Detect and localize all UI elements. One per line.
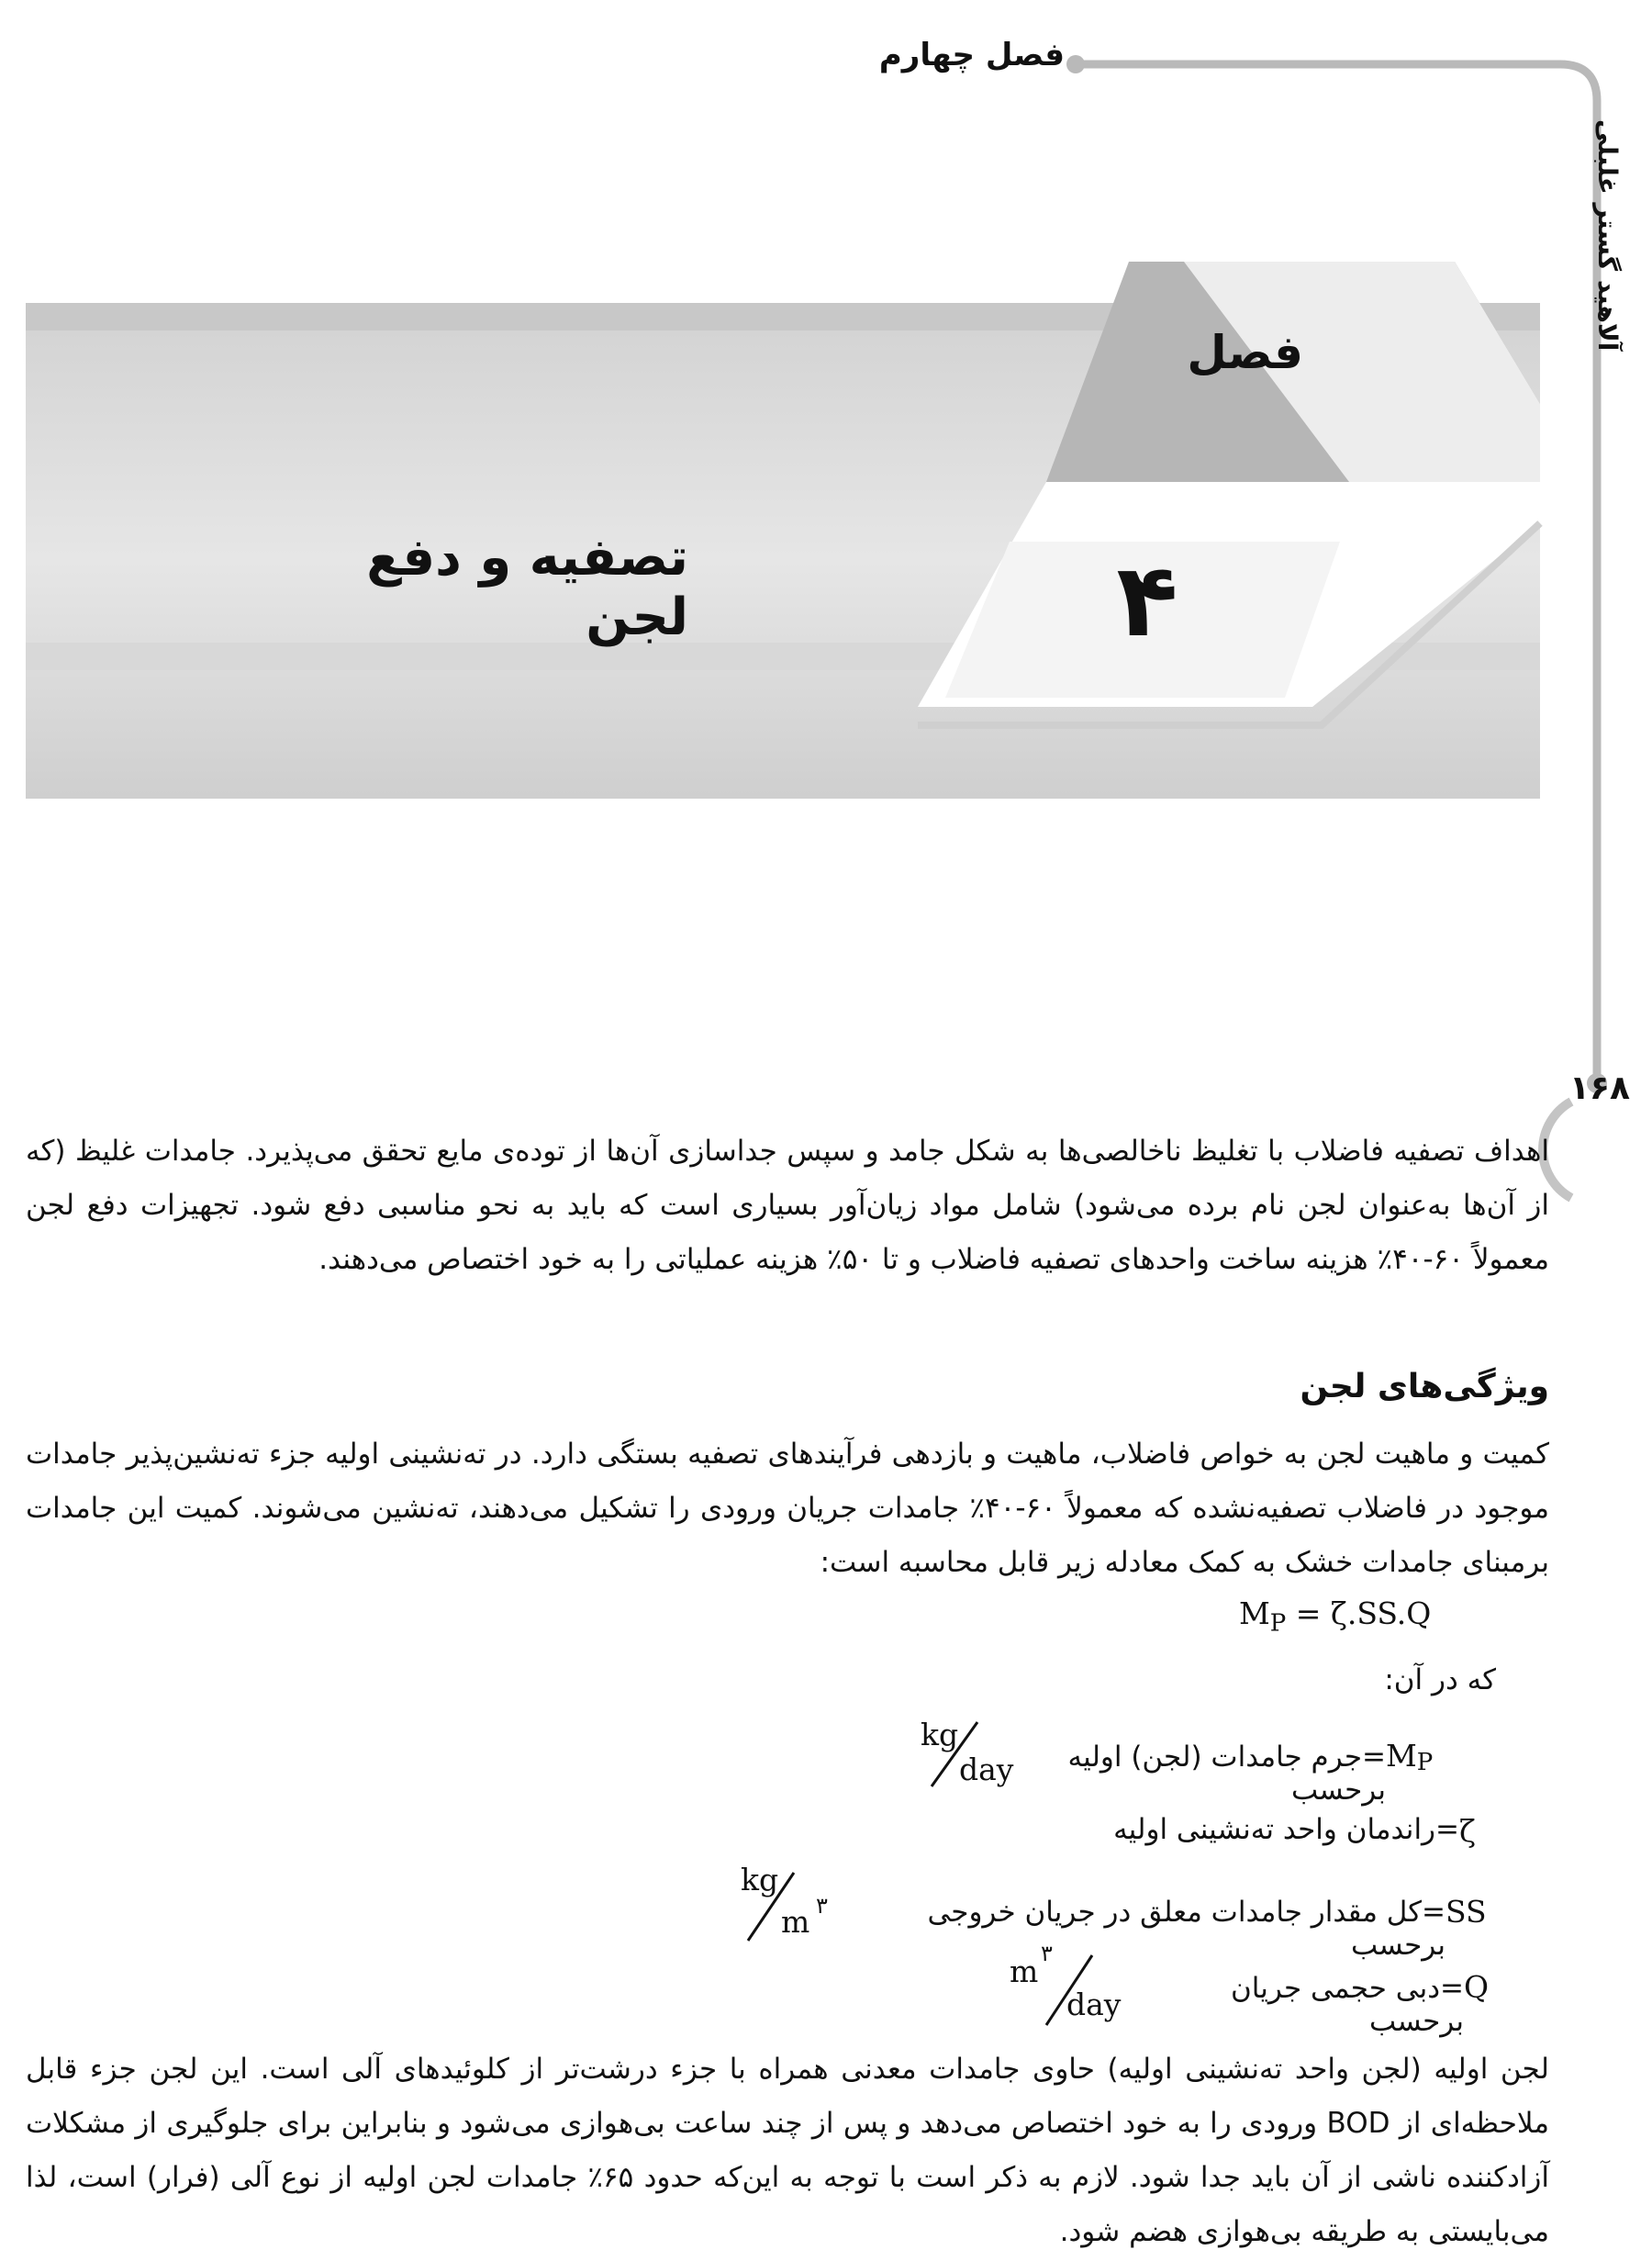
definition-text: =راندمان واحد تەنشینی اولیه xyxy=(1113,1813,1459,1846)
definition-symbol-main: M xyxy=(1386,1738,1417,1774)
intro-paragraph: اهداف تصفیه فاضلاب با تغلیظ ناخالصی‌ها به شکل جامد و سپس جداسازی آن‌ها از توده‌ی مایع تحقق می‌پذیرد. جامدات غلیظ (که از آن‌ها به‌عنوان لجن نام برده می‌شود) شامل مواد زیان‌آور بسیاری است که باید به نحو مناسبی دفع شود. تجهیزات دفع لجن معمولاً ۶۰-۴۰٪ هزینه ساخت واحدهای تصفیه فاضلاب و تا ۵۰٪ هزینه عملیاتی را به خود اختصاص می‌دهند. xyxy=(26,1135,1549,1276)
definition-symbol-sub: P xyxy=(1416,1749,1434,1777)
definition-symbol-main: Q xyxy=(1464,1969,1490,2005)
definition-symbol-main: SS xyxy=(1446,1894,1487,1930)
section-heading: ویژگی‌های لجن xyxy=(1300,1368,1549,1405)
definition-text: =جرم جامدات (لجن) اولیه برحسب xyxy=(1067,1741,1386,1807)
where-text: که در آن: xyxy=(1384,1663,1496,1696)
unit-denominator: day xyxy=(1066,1987,1122,2022)
unit-denominator: day xyxy=(959,1752,1014,1787)
unit-fraction xyxy=(739,1862,840,1944)
properties-paragraph: کمیت و ماهیت لجن به خواص فاضلاب، ماهیت و بازدهی فرآیندهای تصفیه بستگی دارد. در تەنشینی اولیه جزء تەنشین‌پذیر جامدات موجود در فاضلاب تصفیه‌نشده که معمولاً ۶۰-۴۰٪ جامدات جریان ورودی را تشکیل می‌دهند، تەنشین می‌شوند. کمیت این جامدات برمبنای جامدات خشک به کمک معادله زیر قابل محاسبه است: xyxy=(26,1438,1549,1579)
unit-fraction xyxy=(1010,1941,1129,2029)
definition-symbol-main: ζ xyxy=(1459,1813,1476,1849)
closing-paragraph: لجن اولیه (لجن واحد تەنشینی اولیه) حاوی جامدات معدنی همراه با جزء درشت‌تر از کلوئیدهای آلی است. این لجن جزء قابل ملاحظه‌ای از BOD ورودی را به خود اختصاص می‌دهد و پس از چند ساعت بی‌هوازی می‌شود و بنابراین برای جلوگیری از مشکلات آزادکننده ناشی از آن باید جدا شود. لازم به ذکر است با توجه به این‌که حدود ۶۵٪ جامدات لجن اولیه از نوع آلی (فرار) است، لذا می‌بایستی به طریقه بی‌هوازی هضم شود. xyxy=(26,2053,1549,2248)
chapter-title: تصفیه و دفع لجن xyxy=(366,528,688,647)
unit-superscript: ۳ xyxy=(1041,1941,1053,1966)
side-title: آلاهید گستر غلبلی xyxy=(1592,119,1623,352)
unit-numerator: kg xyxy=(921,1717,959,1752)
definition-text: =کل مقدار جامدات معلق در جریان خروجی برحسب xyxy=(927,1896,1446,1962)
definition-symbol xyxy=(1459,1813,1476,1849)
equation-lhs-sub: P xyxy=(1269,1609,1287,1638)
unit-numerator: kg xyxy=(741,1862,779,1897)
chapter-number: ۴ xyxy=(1116,542,1178,659)
unit-denominator: m xyxy=(781,1904,810,1940)
main-equation xyxy=(1239,1595,1431,1638)
definition-symbol xyxy=(1446,1894,1487,1930)
chapter-label: فصل xyxy=(1187,326,1303,379)
unit-numerator: m xyxy=(1010,1953,1039,1989)
equation-rhs: = ζ.SS.Q xyxy=(1295,1595,1432,1631)
definition-text: =دبی حجمی جریان برحسب xyxy=(1231,1972,1464,2038)
equation-lhs: M xyxy=(1239,1595,1270,1631)
definition-symbol xyxy=(1464,1969,1489,2005)
chapter-banner xyxy=(0,248,1560,799)
definition-symbol xyxy=(1386,1738,1433,1776)
unit-fraction xyxy=(913,1717,1014,1790)
page-number: ۱۶۸ xyxy=(1569,1069,1630,1107)
running-head: فصل چهارم xyxy=(878,37,1065,73)
unit-superscript: ۳ xyxy=(816,1893,828,1919)
